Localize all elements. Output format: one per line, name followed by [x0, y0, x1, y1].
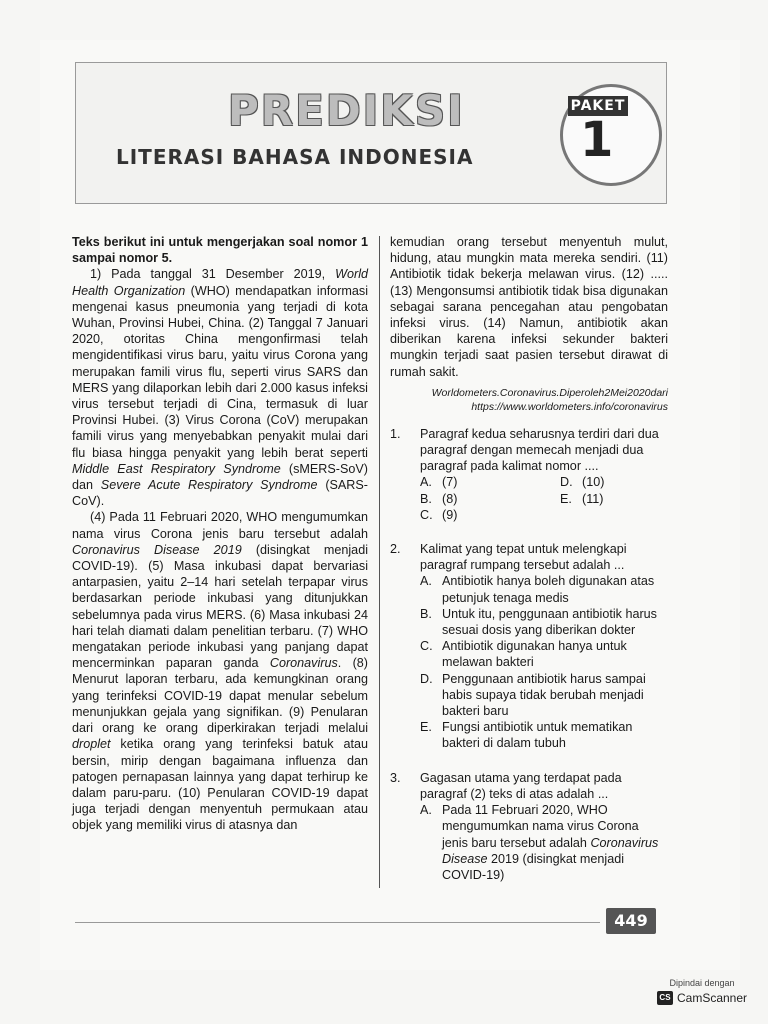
option-e[interactable]: E. Fungsi antibiotik untuk mematikan bakteri di dalam tubuh: [420, 720, 633, 751]
question-text: Kalimat yang tepat untuk melengkapi paragraf rumpang tersebut adalah ...: [420, 542, 627, 573]
paket-number: 1: [580, 112, 614, 168]
right-column: [390, 234, 668, 883]
option-e[interactable]: E. (11): [560, 491, 604, 506]
scanner-watermark: [646, 978, 758, 1014]
option-d[interactable]: D. Penggunaan antibiotik harus sampai habis supaya tidak berubah menjadi bakteri baru: [420, 671, 646, 719]
question-text: Gagasan utama yang terdapat pada paragraf (2) teks di atas adalah ...: [420, 770, 622, 801]
instruction-text: Teks berikut ini untuk mengerjakan soal nomor 1 sampai nomor 5.: [72, 235, 368, 266]
option-b[interactable]: B. Untuk itu, penggunaan antibiotik harus sesuai dosis yang diberikan dokter: [420, 606, 657, 638]
page-title: PREDIKSI: [228, 86, 465, 135]
column-divider: [379, 236, 380, 888]
question-number: 1.: [390, 426, 401, 441]
option-b[interactable]: B. (8): [420, 491, 458, 506]
paket-label: PAKET: [568, 96, 628, 116]
scanner-name: CamScanner: [676, 991, 748, 1005]
option-a[interactable]: A. Antibiotik hanya boleh digunakan atas petunjuk tenaga medis: [420, 574, 655, 605]
option-a[interactable]: A. (7): [420, 475, 458, 490]
question-3: [390, 770, 668, 883]
question-number: 2.: [390, 542, 401, 557]
page-number: 449: [606, 908, 656, 934]
question-2: [390, 541, 668, 752]
question-text: Paragraf kedua seharusnya terdiri dari dua paragraf dengan memecah menjadi dua paragraf pada kalimat nomor ....: [420, 426, 659, 474]
paragraph-1: 1) Pada tanggal 31 Desember 2019, World Health Organization (WHO) mendapatkan informasi mengenai kasus pneumonia yang terjadi di kota Wuhan, Provinsi Hubei, China. (2) Tanggal 7 Januari 2020, otoritas China mengonfirmasi telah mengidentifikasi virus baru, yaitu virus Corona yang merupakan famili virus flu, seperti virus SARS dan MERS yang dilaporkan lebih dari 2.000 kasus infeksi virus tersebut terjadi di Cina, termasuk di luar Provinsi Hubei. (3) Virus Corona (CoV) merupakan famili virus yang menyebabkan penyakit mulai dari flu biasa hingga penyakit yang lebih berat seperti Middle East Respiratory Syndrome (sMERS-SoV) dan Severe Acute Respiratory Syndrome (SARS-CoV).: [72, 267, 368, 509]
question-1: [390, 426, 668, 523]
camscanner-logo-icon: CS: [657, 991, 673, 1005]
scanner-caption: Dipindai dengan: [669, 978, 735, 988]
option-c[interactable]: C. (9): [420, 507, 458, 522]
paragraph-continuation: kemudian orang tersebut menyentuh mulut, hidung, atau mungkin mata mereka sendiri. (11) Antibiotik tidak bekerja melawan virus. (12) ..... (13) Mengonsumsi antibiotik tidak bisa digunakan sebagai sarana pencegahan atau pengobatan infeksi virus. (14) Namun, antibiotik akan diberikan karena infeksi sekunder bakteri mungkin terjadi saat pasien tersebut dirawat di rumah sakit.: [390, 235, 668, 379]
option-c[interactable]: C. Antibiotik digunakan hanya untuk melawan bakteri: [420, 639, 627, 670]
option-a[interactable]: A. Pada 11 Februari 2020, WHO mengumumkan nama virus Corona jenis baru tersebut adalah Coronavirus Disease 2019 (disingkat menjadi COVID-19): [420, 803, 659, 882]
option-d[interactable]: D. (10): [560, 475, 605, 490]
paragraph-2: (4) Pada 11 Februari 2020, WHO mengumumkan nama virus Corona jenis baru tersebut adalah Coronavirus Disease 2019 (disingkat menjadi COVID-19). (5) Masa inkubasi dapat bervariasi antarpasien, yaitu 2–14 hari setelah terpapar virus berdasarkan periode inkubasi yang ditunjukkan sebelumnya pada virus MERS. (6) Masa inkubasi 24 hari telah diamati dalam penelitian terbaru. (7) WHO mengatakan periode inkubasi yang panjang dapat mencerminkan paparan ganda Coronavirus. (8) Menurut laporan terbaru, ada kemungkinan orang yang terinfeksi COVID-19 dapat menular sebelum menunjukkan gejala yang signifikan. (9) Penularan dari orang ke orang diperkirakan terjadi melalui droplet ketika orang yang terinfeksi batuk atau bersin, mirip dengan bagaimana influenza dan patogen pernapasan lainnya yang dapat terhirup ke dalam paru-paru. (10) Penularan COVID-19 dapat juga terjadi dengan menyentuh permukaan atau objek yang memiliki virus di atasnya dan: [72, 510, 368, 833]
question-number: 3.: [390, 770, 401, 785]
left-column: [72, 234, 368, 834]
page-subtitle: LITERASI BAHASA INDONESIA: [116, 145, 474, 169]
source-citation: Worldometers.Coronavirus.Diperoleh2Mei2020dari https://www.worldometers.info/coronavirus: [431, 386, 668, 413]
footer-rule: [75, 922, 600, 923]
